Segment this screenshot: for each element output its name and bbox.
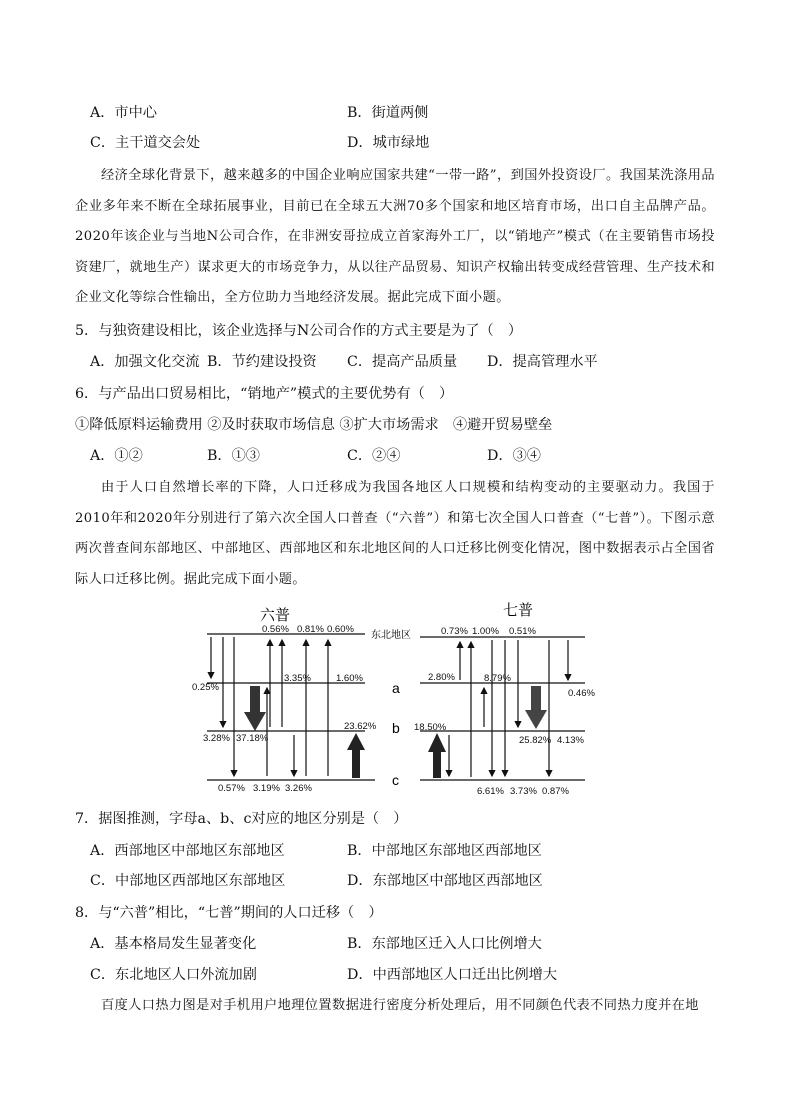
q8-option-d: D．中西部地区人口迁出比例增大 [347, 967, 558, 983]
passage-enterprise: 经济全球化背景下，越来越多的中国企业响应国家共建“一带一路”，到国外投资设厂。我国某洗涤用品企业多年来不断在全球拓展事业，目前已在全球五大洲70多个国家和地区培育市场，出口自主品牌产品。2020年该企业与当地N公司合作，在非洲安哥拉成立首家海外工厂，以“销地产”模式（在主要销售市场投资建厂，就地生产）谋求更大的市场竞争力，从以往产品贸易、知识产权输出转变成经营管理、生产技术和企业文化等综合性输出，全方位助力当地经济发展。据此完成下面小题。 [75, 168, 715, 305]
right-value: 0.51% [509, 626, 536, 637]
q4-option-b: B．街道两侧 [347, 105, 429, 121]
q4-option-c: C．主干道交会处 [90, 135, 201, 151]
right-value: 0.87% [542, 786, 569, 797]
q8-option-c: C．东北地区人口外流加剧 [90, 967, 257, 983]
right-arrows [449, 640, 568, 777]
q4-option-a: A．市中心 [90, 105, 157, 121]
q6-option-a: A．①② [90, 448, 143, 464]
title-liupu: 六普 [260, 607, 291, 624]
left-value: 23.62% [344, 721, 377, 732]
q5-option-c: C．提高产品质量 [347, 354, 458, 370]
left-value: 0.56% [262, 624, 289, 635]
left-thick-arrow-down [244, 686, 266, 731]
q8-option-b: B．东部地区迁入人口比例增大 [347, 936, 542, 952]
left-value: 3.35% [284, 673, 311, 684]
q5-stem: 5．与独资建设相比，该企业选择与N公司合作的方式主要是为了（ ） [75, 323, 523, 339]
region-label-northeast: 东北地区 [371, 630, 411, 641]
region-label-b: b [392, 720, 400, 736]
title-qipu: 七普 [503, 602, 534, 619]
left-value: 3.19% [253, 783, 280, 794]
right-value: 0.46% [568, 688, 595, 699]
passage-census: 由于人口自然增长率的下降，人口迁移成为我国各地区人口规模和结构变动的主要驱动力。我国于2010年和2020年分别进行了第六次全国人口普查（“六普”）和第七次全国人口普查（“七普”）。下图示意两次普查间东部地区、中部地区、西部地区和东北地区间的人口迁移比例变化情况，图中数据表示占全国省际人口迁移比例。据此完成下面小题。 [75, 480, 715, 587]
q6-option-c: C．②④ [347, 448, 401, 464]
region-label-a: a [392, 680, 400, 696]
q5-option-b: B．节约建设投资 [207, 354, 317, 370]
left-value: 0.81% [297, 624, 324, 635]
left-value: 3.28% [203, 733, 230, 744]
right-value: 4.13% [557, 735, 584, 746]
q7-option-b: B．中部地区东部地区西部地区 [347, 843, 542, 859]
left-value: 0.57% [218, 783, 245, 794]
q7-stem: 7．据图推测，字母a、b、c对应的地区分别是（ ） [75, 811, 408, 827]
q5-option-d: D．提高管理水平 [487, 354, 598, 370]
left-value: 0.25% [192, 682, 219, 693]
q7-option-c: C．中部地区西部地区东部地区 [90, 873, 286, 889]
left-value: 3.26% [285, 783, 312, 794]
q6-option-b: B．①③ [207, 448, 260, 464]
right-value: 6.61% [477, 786, 504, 797]
right-value: 8.79% [484, 673, 511, 684]
right-value: 1.00% [472, 626, 499, 637]
right-value: 2.80% [428, 672, 455, 683]
migration-diagram [190, 600, 600, 805]
right-value: 3.73% [510, 786, 537, 797]
q4-option-d: D．城市绿地 [347, 135, 430, 151]
q8-stem: 8．与“六普”相比，“七普”期间的人口迁移（ ） [75, 905, 383, 921]
right-region-lines [420, 637, 585, 780]
passage-heatmap: 百度人口热力图是对手机用户地理位置数据进行密度分析处理后，用不同颜色代表不同热力度并在地 [101, 998, 699, 1013]
left-value: 0.60% [327, 624, 354, 635]
q6-stem: 6．与产品出口贸易相比，“销地产”模式的主要优势有（ ） [75, 386, 454, 402]
right-value: 25.82% [519, 735, 552, 746]
right-thick-arrow-down [525, 686, 547, 729]
right-value: 18.50% [414, 722, 447, 733]
q7-option-a: A．西部地区中部地区东部地区 [90, 843, 285, 859]
left-value: 1.60% [336, 673, 363, 684]
left-arrows [211, 637, 328, 776]
region-label-c: c [392, 772, 399, 788]
right-thick-arrow-up [428, 733, 446, 778]
left-value: 37.18% [236, 733, 269, 744]
q8-option-a: A．基本格局发生显著变化 [90, 936, 257, 952]
left-thick-arrow-up [347, 733, 365, 778]
q7-option-d: D．东部地区中部地区西部地区 [347, 873, 543, 889]
left-region-lines [207, 634, 375, 780]
q6-items: ①降低原料运输费用 ②及时获取市场信息 ③扩大市场需求 ④避开贸易壁垒 [75, 417, 553, 433]
q5-option-a: A．加强文化交流 [90, 354, 200, 370]
q6-option-d: D．③④ [487, 448, 541, 464]
right-value: 0.73% [441, 626, 468, 637]
